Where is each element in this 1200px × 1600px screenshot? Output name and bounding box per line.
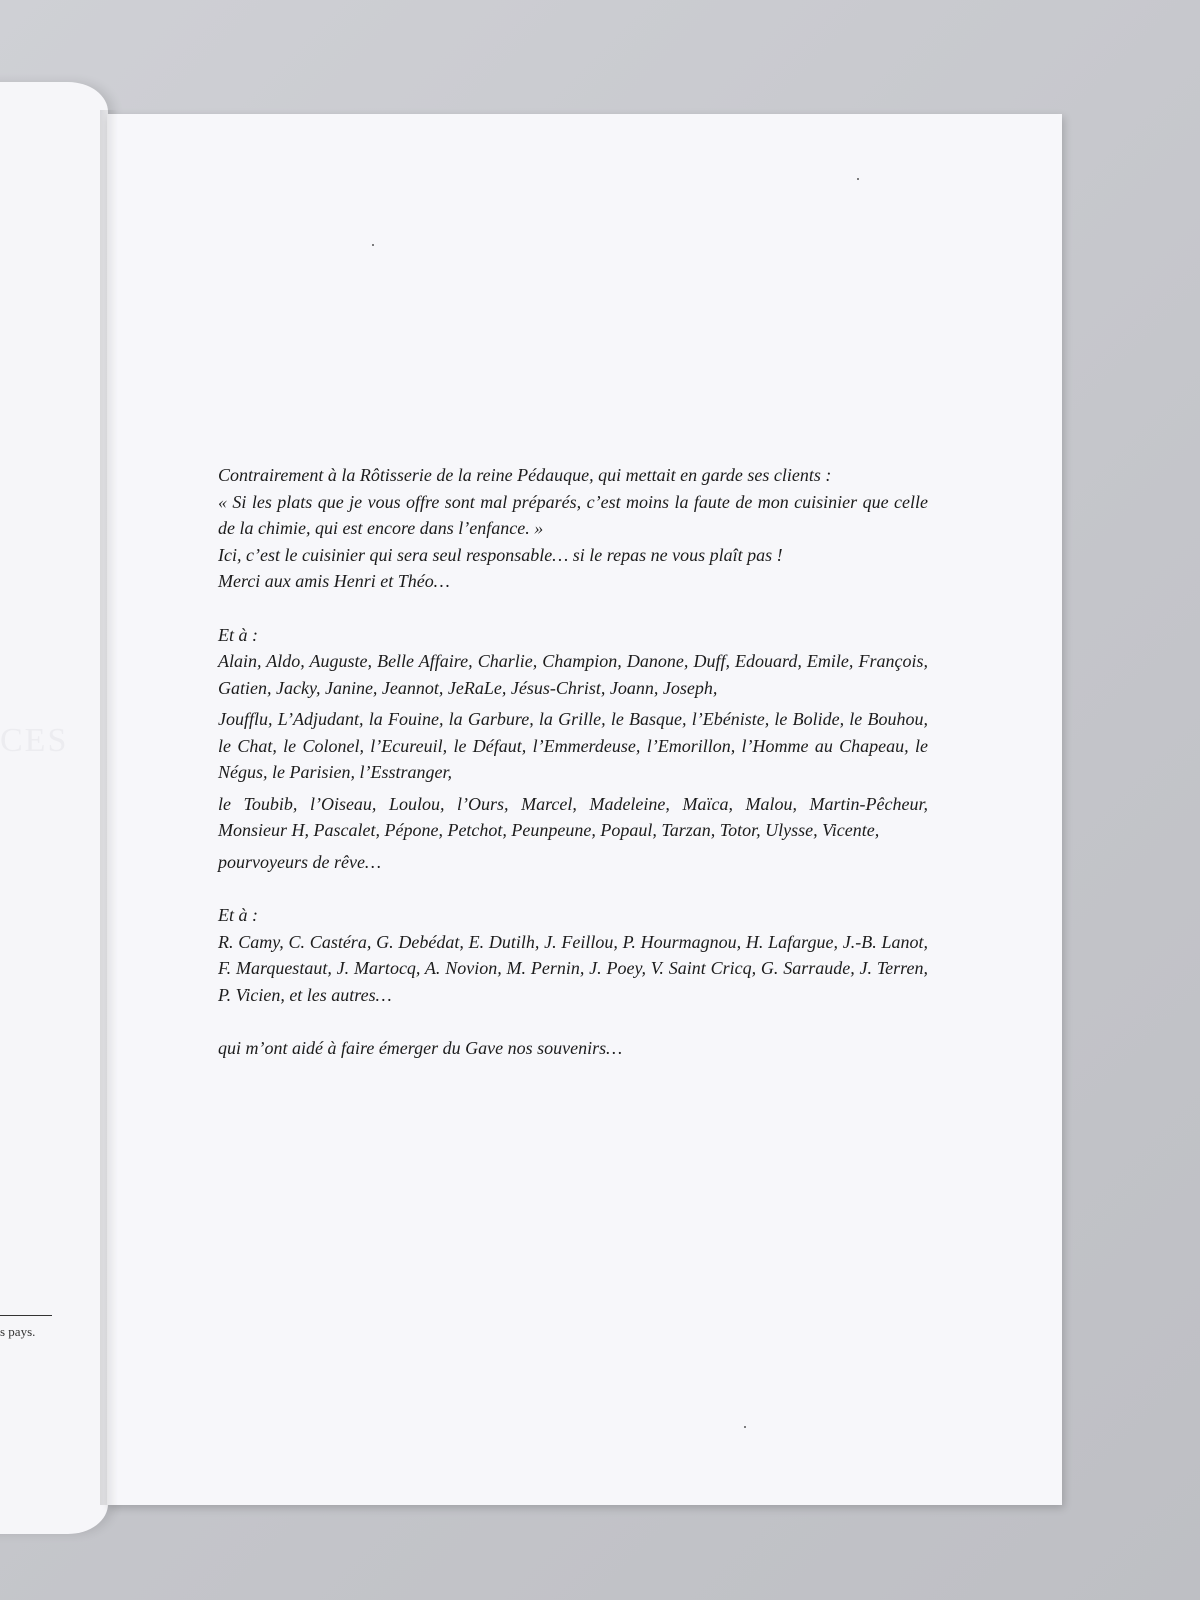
section2-names: R. Camy, C. Castéra, G. Debédat, E. Dutilh, J. Feillou, P. Hourmagnou, H. Lafargue, J.-B. Lanot, F. Marquestaut, J. Martocq, A. Novion, M. Pernin, J. Poey, V. Saint Cricq, G. Sarraude, J. Terren, P. Vicien, et les autres… <box>218 931 928 1005</box>
show-through-text: CES <box>0 722 69 759</box>
intro-responsibility-line: Ici, c’est le cuisinier qui sera seul responsable… si le repas ne vous plaît pas ! <box>218 544 783 565</box>
book-gutter-shadow <box>100 110 118 1505</box>
right-page <box>107 114 1062 1505</box>
section1-names-group-2: Joufflu, L’Adjudant, la Fouine, la Garbure, la Grille, le Basque, l’Ebéniste, le Bolide, le Bouhou, le Chat, le Colonel, l’Ecureuil, le Défaut, l’Emmerdeuse, l’Emorillon, l’Homme au Chapeau, le Négus, le Parisien, l’Esstranger, <box>218 709 928 782</box>
section1-heading: Et à : <box>218 624 258 645</box>
section1-names-group-3: le Toubib, l’Oiseau, Loulou, l’Ours, Marcel, Madeleine, Maïca, Malou, Martin-Pêcheur, Monsieur H, Pascalet, Pépone, Petchot, Peunpeune, Popaul, Tarzan, Totor, Ulysse, Vicente, <box>218 793 928 840</box>
paper-speck <box>857 178 859 180</box>
intro-thanks-line: Merci aux amis Henri et Théo… <box>218 571 450 591</box>
dedication-text <box>218 462 928 1062</box>
final-line: qui m’ont aidé à faire émerger du Gave nos souvenirs… <box>218 1038 623 1058</box>
paper-speck <box>372 244 374 246</box>
section1-names-group-1: Alain, Aldo, Auguste, Belle Affaire, Charlie, Champion, Danone, Duff, Edouard, Emile, François, Gatien, Jacky, Janine, Jeannot, JeRaLe, Jésus-Christ, Joann, Joseph, <box>218 651 928 698</box>
section1-closing: pourvoyeurs de rêve… <box>218 851 381 872</box>
intro-line: Contrairement à la Rôtisserie de la reine Pédauque, qui mettait en garde ses clients : <box>218 465 832 485</box>
intro-quote: « Si les plats que je vous offre sont mal préparés, c’est moins la faute de mon cuisinier que celle de la chimie, qui est encore dans l’enfance. » <box>218 491 928 538</box>
footnote-text: s pays. <box>0 1324 36 1339</box>
footnote-divider <box>0 1315 52 1316</box>
section2-heading: Et à : <box>218 905 258 925</box>
paper-speck <box>744 1426 746 1428</box>
left-page <box>0 82 108 1534</box>
